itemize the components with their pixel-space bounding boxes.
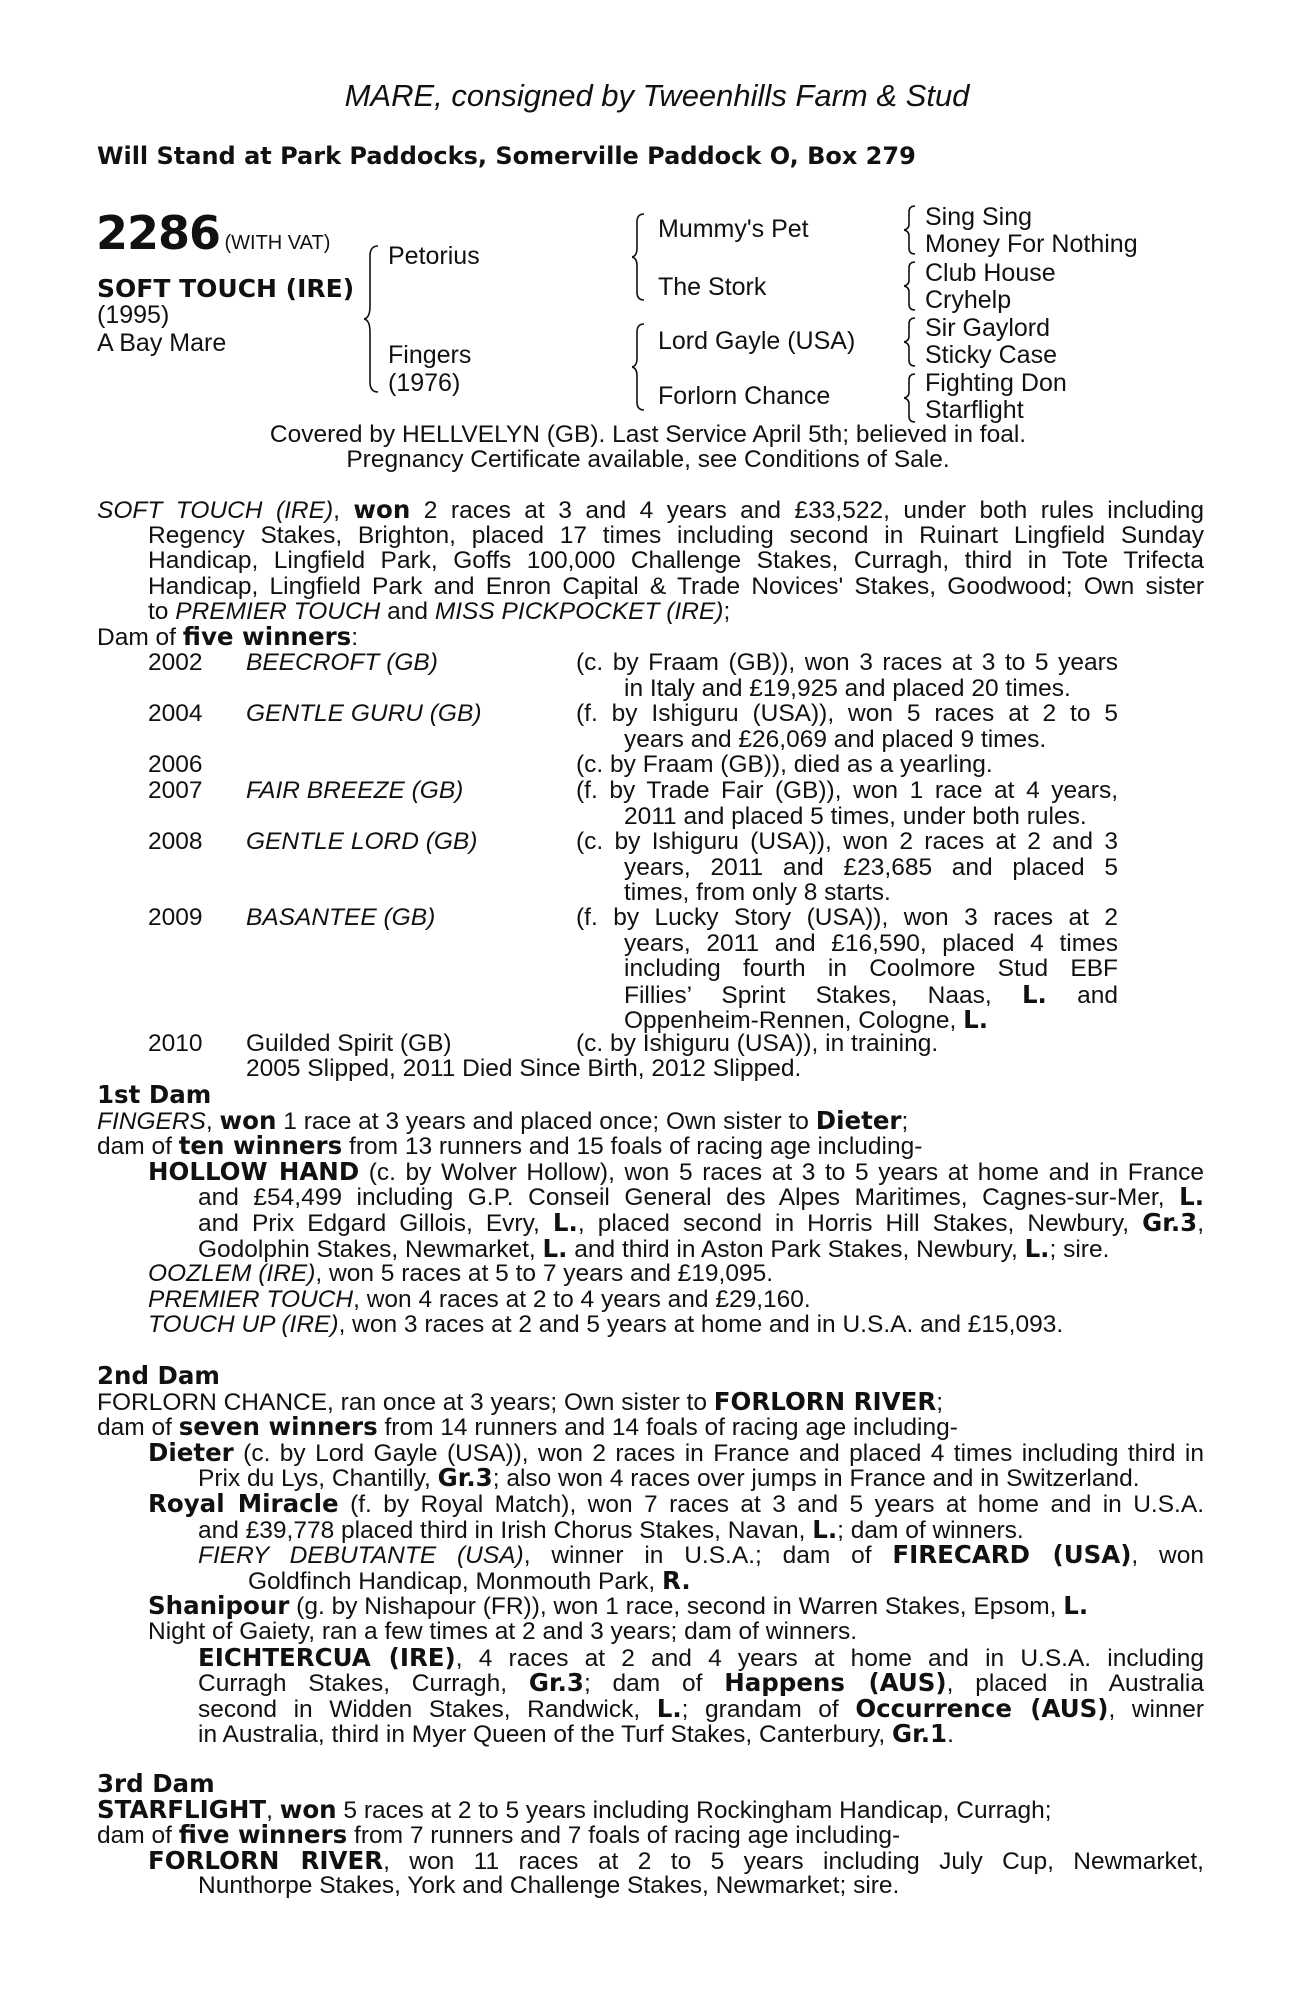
produce-detail-line: years, 2011 and £23,685 and placed 5 xyxy=(624,853,1118,881)
pedigree-gen3-7: Fighting Don xyxy=(925,369,1067,397)
pedigree-dam: Fingers xyxy=(388,341,472,369)
pedigree-line: HOLLOW HAND (c. by Wolver Hollow), won 5 races at 3 to 5 years at home and in France xyxy=(148,1156,1204,1186)
pedigree-line: Curragh Stakes, Curragh, Gr.3; dam of Happens (AUS), placed in Australia xyxy=(198,1668,1204,1698)
dam-heading: 2nd Dam xyxy=(97,1361,220,1390)
pedigree-line: dam of seven winners from 14 runners and 14 foals of racing age including- xyxy=(97,1412,958,1442)
produce-detail-line: (c. by Ishiguru (USA)), in training. xyxy=(576,1030,939,1057)
produce-detail-line: (c. by Fraam (GB)), won 3 races at 3 to 5 years xyxy=(576,649,1118,676)
pedigree-line: FINGERS, won 1 race at 3 years and placed once; Own sister to Dieter; xyxy=(97,1105,909,1135)
lot-number: 2286 xyxy=(96,206,221,260)
produce-detail-line: Oppenheim-Rennen, Cologne, L. xyxy=(624,1005,989,1035)
pedigree-line: EICHTERCUA (IRE), 4 races at 2 and 4 years at home and in U.S.A. including xyxy=(198,1642,1204,1672)
summary-line: to PREMIER TOUCH and MISS PICKPOCKET (IRE); xyxy=(148,598,731,625)
pedigree-line: in Australia, third in Myer Queen of the Turf Stakes, Canterbury, Gr.1. xyxy=(198,1719,954,1749)
pedigree-gen3-8: Starflight xyxy=(925,396,1024,424)
pedigree-brace-dam xyxy=(632,322,648,412)
pedigree-dam-dam: Forlorn Chance xyxy=(658,382,831,410)
pedigree-line: FIERY DEBUTANTE (USA), winner in U.S.A.; dam of FIRECARD (USA), won xyxy=(198,1540,1204,1570)
produce-year: 2010 xyxy=(148,1030,203,1057)
pedigree-dam-year: (1976) xyxy=(388,369,461,397)
produce-detail-line: (f. by Lucky Story (USA)), won 3 races at 2 xyxy=(576,904,1118,931)
pedigree-gen3-4: Cryhelp xyxy=(925,286,1012,314)
pedigree-line: and £54,499 including G.P. Conseil General des Alpes Maritimes, Cagnes-sur-Mer, L. xyxy=(198,1182,1204,1212)
dam-of-line: Dam of five winners: xyxy=(97,622,359,651)
pedigree-line: and £39,778 placed third in Irish Chorus Stakes, Navan, L.; dam of winners. xyxy=(198,1514,1024,1544)
produce-detail-line: years, 2011 and £16,590, placed 4 times xyxy=(624,929,1118,957)
lot-name: SOFT TOUCH (IRE) xyxy=(97,274,355,303)
produce-name: GENTLE LORD (GB) xyxy=(246,828,478,855)
pedigree-brace-forlorn-chance xyxy=(904,372,918,424)
produce-year: 2008 xyxy=(148,828,203,855)
pedigree-line: OOZLEM (IRE), won 5 races at 5 to 7 years and £19,095. xyxy=(148,1260,774,1288)
pedigree-brace-main xyxy=(364,244,384,394)
produce-detail-line: in Italy and £19,925 and placed 20 times. xyxy=(624,674,1071,702)
pedigree-gen3-1: Sing Sing xyxy=(925,203,1033,231)
stabling-location: Will Stand at Park Paddocks, Somerville Paddock O, Box 279 xyxy=(97,142,916,170)
produce-detail-line: Fillies’ Sprint Stakes, Naas, L. and xyxy=(624,979,1119,1009)
lot-description: A Bay Mare xyxy=(97,329,227,357)
pedigree-line: dam of five winners from 7 runners and 7 foals of racing age including- xyxy=(97,1820,901,1850)
pedigree-dam-sire: Lord Gayle (USA) xyxy=(658,327,856,355)
pedigree-brace-sire xyxy=(632,212,648,302)
pedigree-line: FORLORN RIVER, won 11 races at 2 to 5 years including July Cup, Newmarket, xyxy=(148,1845,1204,1875)
pedigree-gen3-3: Club House xyxy=(925,259,1056,287)
produce-detail-line: including fourth in Coolmore Stud EBF xyxy=(624,955,1118,983)
produce-year: 2007 xyxy=(148,777,203,804)
produce-detail-line: (f. by Trade Fair (GB)), won 1 race at 4 years, xyxy=(576,777,1118,804)
produce-name: GENTLE GURU (GB) xyxy=(246,700,482,727)
produce-detail-line: 2011 and placed 5 times, under both rules. xyxy=(624,802,1087,830)
lot-foaling-year: (1995) xyxy=(97,301,170,329)
pedigree-line: dam of ten winners from 13 runners and 15 foals of racing age including- xyxy=(97,1131,923,1161)
pedigree-gen3-5: Sir Gaylord xyxy=(925,314,1051,342)
pedigree-line: Prix du Lys, Chantilly, Gr.3; also won 4 races over jumps in France and in Switzerland. xyxy=(198,1463,1140,1493)
produce-detail-line: (f. by Ishiguru (USA)), won 5 races at 2 to 5 xyxy=(576,700,1118,727)
pedigree-line: Godolphin Stakes, Newmarket, L. and third in Aston Park Stakes, Newbury, L.; sire. xyxy=(198,1233,1110,1263)
dam-heading: 3rd Dam xyxy=(97,1769,215,1798)
pedigree-line: Nunthorpe Stakes, York and Challenge Stakes, Newmarket; sire. xyxy=(198,1872,900,1900)
pedigree-line: and Prix Edgard Gillois, Evry, L., placed second in Horris Hill Stakes, Newbury, Gr.3, xyxy=(198,1208,1205,1237)
pedigree-gen3-6: Sticky Case xyxy=(925,341,1057,369)
pedigree-line: Royal Miracle (f. by Royal Match), won 7 races at 3 and 5 years at home and in U.S.A. xyxy=(148,1489,1204,1518)
pedigree-line: TOUCH UP (IRE), won 3 races at 2 and 5 years at home and in U.S.A. and £15,093. xyxy=(148,1311,1064,1339)
produce-note: 2005 Slipped, 2011 Died Since Birth, 2012 Slipped. xyxy=(246,1055,802,1082)
pedigree-line: Goldfinch Handicap, Monmouth Park, R. xyxy=(248,1565,691,1595)
pedigree-sire-sire: Mummy's Pet xyxy=(658,215,809,243)
produce-detail-line: years and £26,069 and placed 9 times. xyxy=(624,725,1047,753)
dam-heading: 1st Dam xyxy=(97,1080,212,1109)
produce-name: BEECROFT (GB) xyxy=(246,649,438,676)
pedigree-line: Night of Gaiety, ran a few times at 2 and 3 years; dam of winners. xyxy=(148,1618,858,1645)
lot-number-row xyxy=(96,206,330,260)
produce-name: BASANTEE (GB) xyxy=(246,904,436,931)
summary-line: SOFT TOUCH (IRE), won 2 races at 3 and 4 years and £33,522, under both rules including xyxy=(97,495,1204,524)
pedigree-brace-lord-gayle xyxy=(904,316,918,368)
pedigree-line: Shanipour (g. by Nishapour (FR)), won 1 race, second in Warren Stakes, Epsom, L. xyxy=(148,1591,1089,1621)
summary-line: Regency Stakes, Brighton, placed 17 times including second in Ruinart Lingfield Sunday xyxy=(148,522,1204,549)
summary-line: Handicap, Lingfield Park, Goffs 100,000 Challenge Stakes, Curragh, third in Tote Trifecta xyxy=(148,547,1204,574)
pedigree-line: second in Widden Stakes, Randwick, L.; grandam of Occurrence (AUS), winner xyxy=(198,1693,1204,1723)
pedigree-brace-the-stork xyxy=(904,260,918,312)
produce-name: FAIR BREEZE (GB) xyxy=(246,777,464,804)
pedigree-line: STARFLIGHT, won 5 races at 2 to 5 years including Rockingham Handicap, Curragh; xyxy=(97,1794,1052,1824)
produce-detail-line: (c. by Fraam (GB)), died as a yearling. xyxy=(576,751,993,778)
produce-detail-line: (c. by Ishiguru (USA)), won 2 races at 2 and 3 xyxy=(576,828,1118,855)
consignor-title: MARE, consigned by Tweenhills Farm & Stud xyxy=(344,78,970,113)
pedigree-sire-dam: The Stork xyxy=(658,273,767,301)
pregnancy-note: Pregnancy Certificate available, see Conditions of Sale. xyxy=(346,446,950,473)
pedigree-line: PREMIER TOUCH, won 4 races at 2 to 4 years and £29,160. xyxy=(148,1285,811,1313)
summary-line: Handicap, Lingfield Park and Enron Capital & Trade Novices' Stakes, Goodwood; Own sister xyxy=(148,573,1204,600)
produce-detail-line: times, from only 8 starts. xyxy=(624,879,891,907)
produce-year: 2006 xyxy=(148,751,203,778)
produce-year: 2009 xyxy=(148,904,203,931)
produce-year: 2002 xyxy=(148,649,203,676)
covering-note: Covered by HELLVELYN (GB). Last Service April 5th; believed in foal. xyxy=(269,421,1027,448)
vat-note: (WITH VAT) xyxy=(224,232,331,254)
pedigree-brace-mummys-pet xyxy=(904,204,918,256)
pedigree-gen3-2: Money For Nothing xyxy=(925,230,1138,258)
pedigree-line: FORLORN CHANCE, ran once at 3 years; Own sister to FORLORN RIVER; xyxy=(97,1386,944,1416)
pedigree-line: Dieter (c. by Lord Gayle (USA)), won 2 races in France and placed 4 times including third in xyxy=(148,1437,1204,1467)
pedigree-sire: Petorius xyxy=(388,242,480,270)
produce-year: 2004 xyxy=(148,700,203,727)
produce-name: Guilded Spirit (GB) xyxy=(246,1030,452,1057)
